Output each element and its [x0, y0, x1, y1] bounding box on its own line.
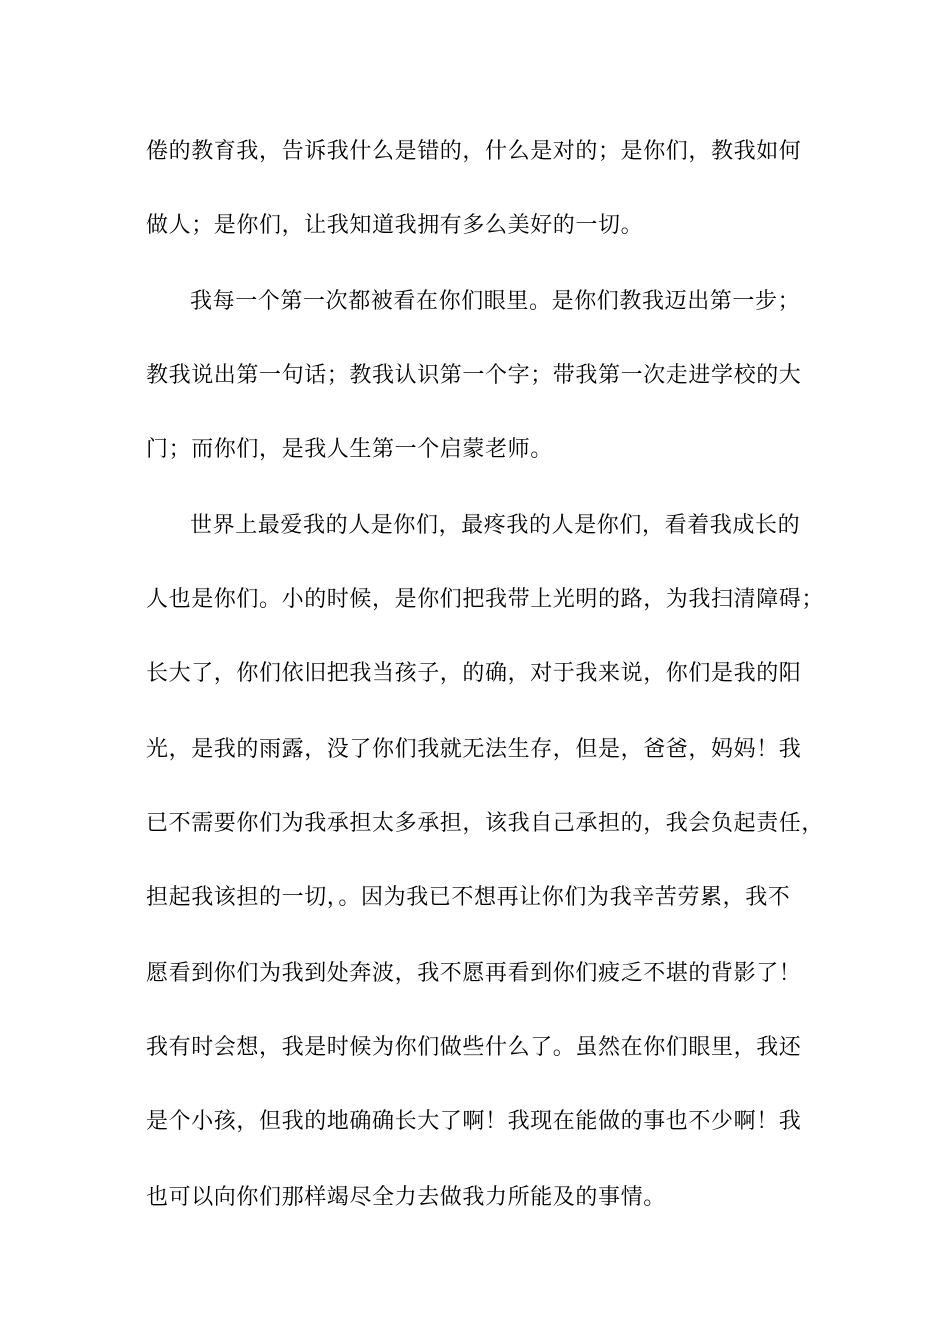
paragraph-line: 愿看到你们为我到处奔波，我不愿再看到你们疲乏不堪的背影了！ [146, 961, 802, 986]
paragraph-line: 是个小孩，但我的地确确长大了啊！我现在能做的事也不少啊！我 [146, 1109, 802, 1134]
paragraph-line: 已不需要你们为我承担太多承担，该我自己承担的，我会负起责任， [146, 811, 825, 836]
paragraph-line: 世界上最爱我的人是你们，最疼我的人是你们，看着我成长的 [190, 513, 801, 538]
paragraph-line: 也可以向你们那样竭尽全力去做我力所能及的事情。 [146, 1185, 666, 1210]
paragraph-line: 我每一个第一次都被看在你们眼里。是你们教我迈出第一步； [190, 289, 801, 314]
paragraph-line: 门；而你们，是我人生第一个启蒙老师。 [146, 437, 553, 462]
paragraph-line: 人也是你们。小的时候，是你们把我带上光明的路，为我扫清障碍； [146, 587, 825, 612]
paragraph-line: 做人；是你们，让我知道我拥有多么美好的一切。 [146, 213, 644, 238]
paragraph-line: 光，是我的雨露，没了你们我就无法生存，但是，爸爸，妈妈！我 [146, 737, 802, 762]
paragraph-line: 教我说出第一句话；教我认识第一个字；带我第一次走进学校的大 [146, 363, 802, 388]
paragraph-line: 倦的教育我，告诉我什么是错的，什么是对的；是你们，教我如何 [146, 139, 802, 164]
paragraph-line: 我有时会想，我是时候为你们做些什么了。虽然在你们眼里，我还 [146, 1035, 802, 1060]
paragraph-line: 长大了，你们依旧把我当孩子，的确，对于我来说，你们是我的阳 [146, 661, 802, 686]
paragraph-line: 担起我该担的一切，。因为我已不想再让你们为我辛苦劳累，我不 [146, 885, 791, 910]
